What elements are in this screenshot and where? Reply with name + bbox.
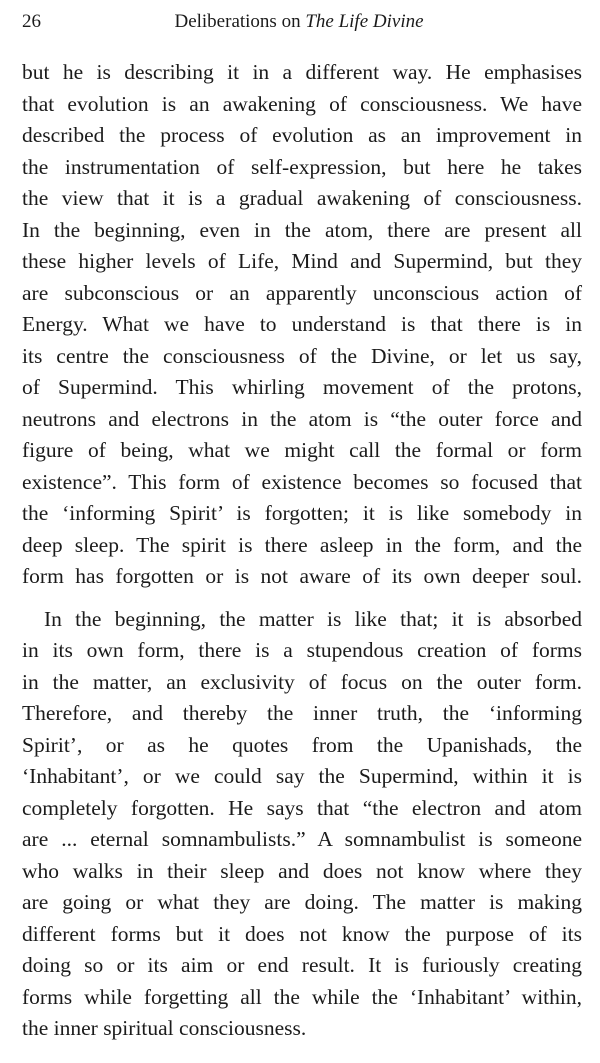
text-line: who walks in their sleep and does not know where they — [22, 858, 582, 883]
text-line: in its own form, there is a stupendous creation of forms — [22, 638, 582, 662]
text-line: different forms but it does not know the purpose of its — [22, 921, 582, 946]
running-head — [22, 8, 576, 36]
text-line: are ... eternal somnambulists.” A somnambulist is someone — [22, 827, 582, 851]
text-line: in the matter, an exclusivity of focus on the outer form. — [22, 669, 582, 694]
text-line: Therefore, and thereby the inner truth, the ‘informing — [22, 701, 582, 725]
text-line: the ‘informing Spirit’ is forgotten; it is like somebody in — [22, 501, 582, 525]
text-line: the view that it is a gradual awakening of consciousness. — [22, 186, 582, 210]
text-line: form has forgotten or is not aware of its own deeper soul. — [22, 564, 582, 588]
text-line: that evolution is an awakening of consciousness. We have — [22, 91, 582, 116]
running-title-prefix: Deliberations on — [174, 11, 306, 32]
running-title — [22, 8, 576, 36]
text-line: the inner spiritual consciousness. — [22, 1016, 307, 1040]
text-line: of Supermind. This whirling movement of the protons, — [22, 375, 582, 399]
text-line: Energy. What we have to understand is that there is in — [22, 312, 582, 336]
text-line: doing so or its aim or end result. It is furiously creating — [22, 953, 582, 977]
text-line: deep sleep. The spirit is there asleep in the form, and the — [22, 532, 582, 557]
text-line: In the beginning, even in the atom, there are present all — [22, 217, 582, 242]
paragraph-1 — [22, 57, 582, 593]
running-title-book: The Life Divine — [305, 11, 424, 32]
text-line: existence”. This form of existence becomes so focused that — [22, 469, 582, 494]
text-line: are subconscious or an apparently unconscious action of — [22, 280, 582, 305]
text-line: forms while forgetting all the while the ‘Inhabitant’ within, — [22, 984, 582, 1009]
text-line: neutrons and electrons in the atom is “the outer force and — [22, 406, 582, 431]
page-number: 26 — [22, 11, 41, 32]
text-line: In the beginning, the matter is like that; it is absorbed — [44, 606, 582, 631]
text-line: but he is describing it in a different way. He emphasises — [22, 60, 582, 84]
text-line: its centre the consciousness of the Divine, or let us say, — [22, 343, 582, 368]
text-line: described the process of evolution as an improvement in — [22, 123, 582, 147]
text-line: the instrumentation of self-expression, but here he takes — [22, 154, 582, 179]
text-line: completely forgotten. He says that “the electron and atom — [22, 795, 582, 820]
paragraph-2 — [22, 604, 582, 1045]
text-line: ‘Inhabitant’, or we could say the Supermind, within it is — [22, 764, 582, 788]
text-line: figure of being, what we might call the formal or form — [22, 438, 582, 462]
body-text — [22, 57, 582, 1045]
text-line: Spirit’, or as he quotes from the Upanishads, the — [22, 732, 582, 757]
text-line: are going or what they are doing. The matter is making — [22, 890, 582, 914]
text-line: these higher levels of Life, Mind and Supermind, but they — [22, 249, 582, 273]
